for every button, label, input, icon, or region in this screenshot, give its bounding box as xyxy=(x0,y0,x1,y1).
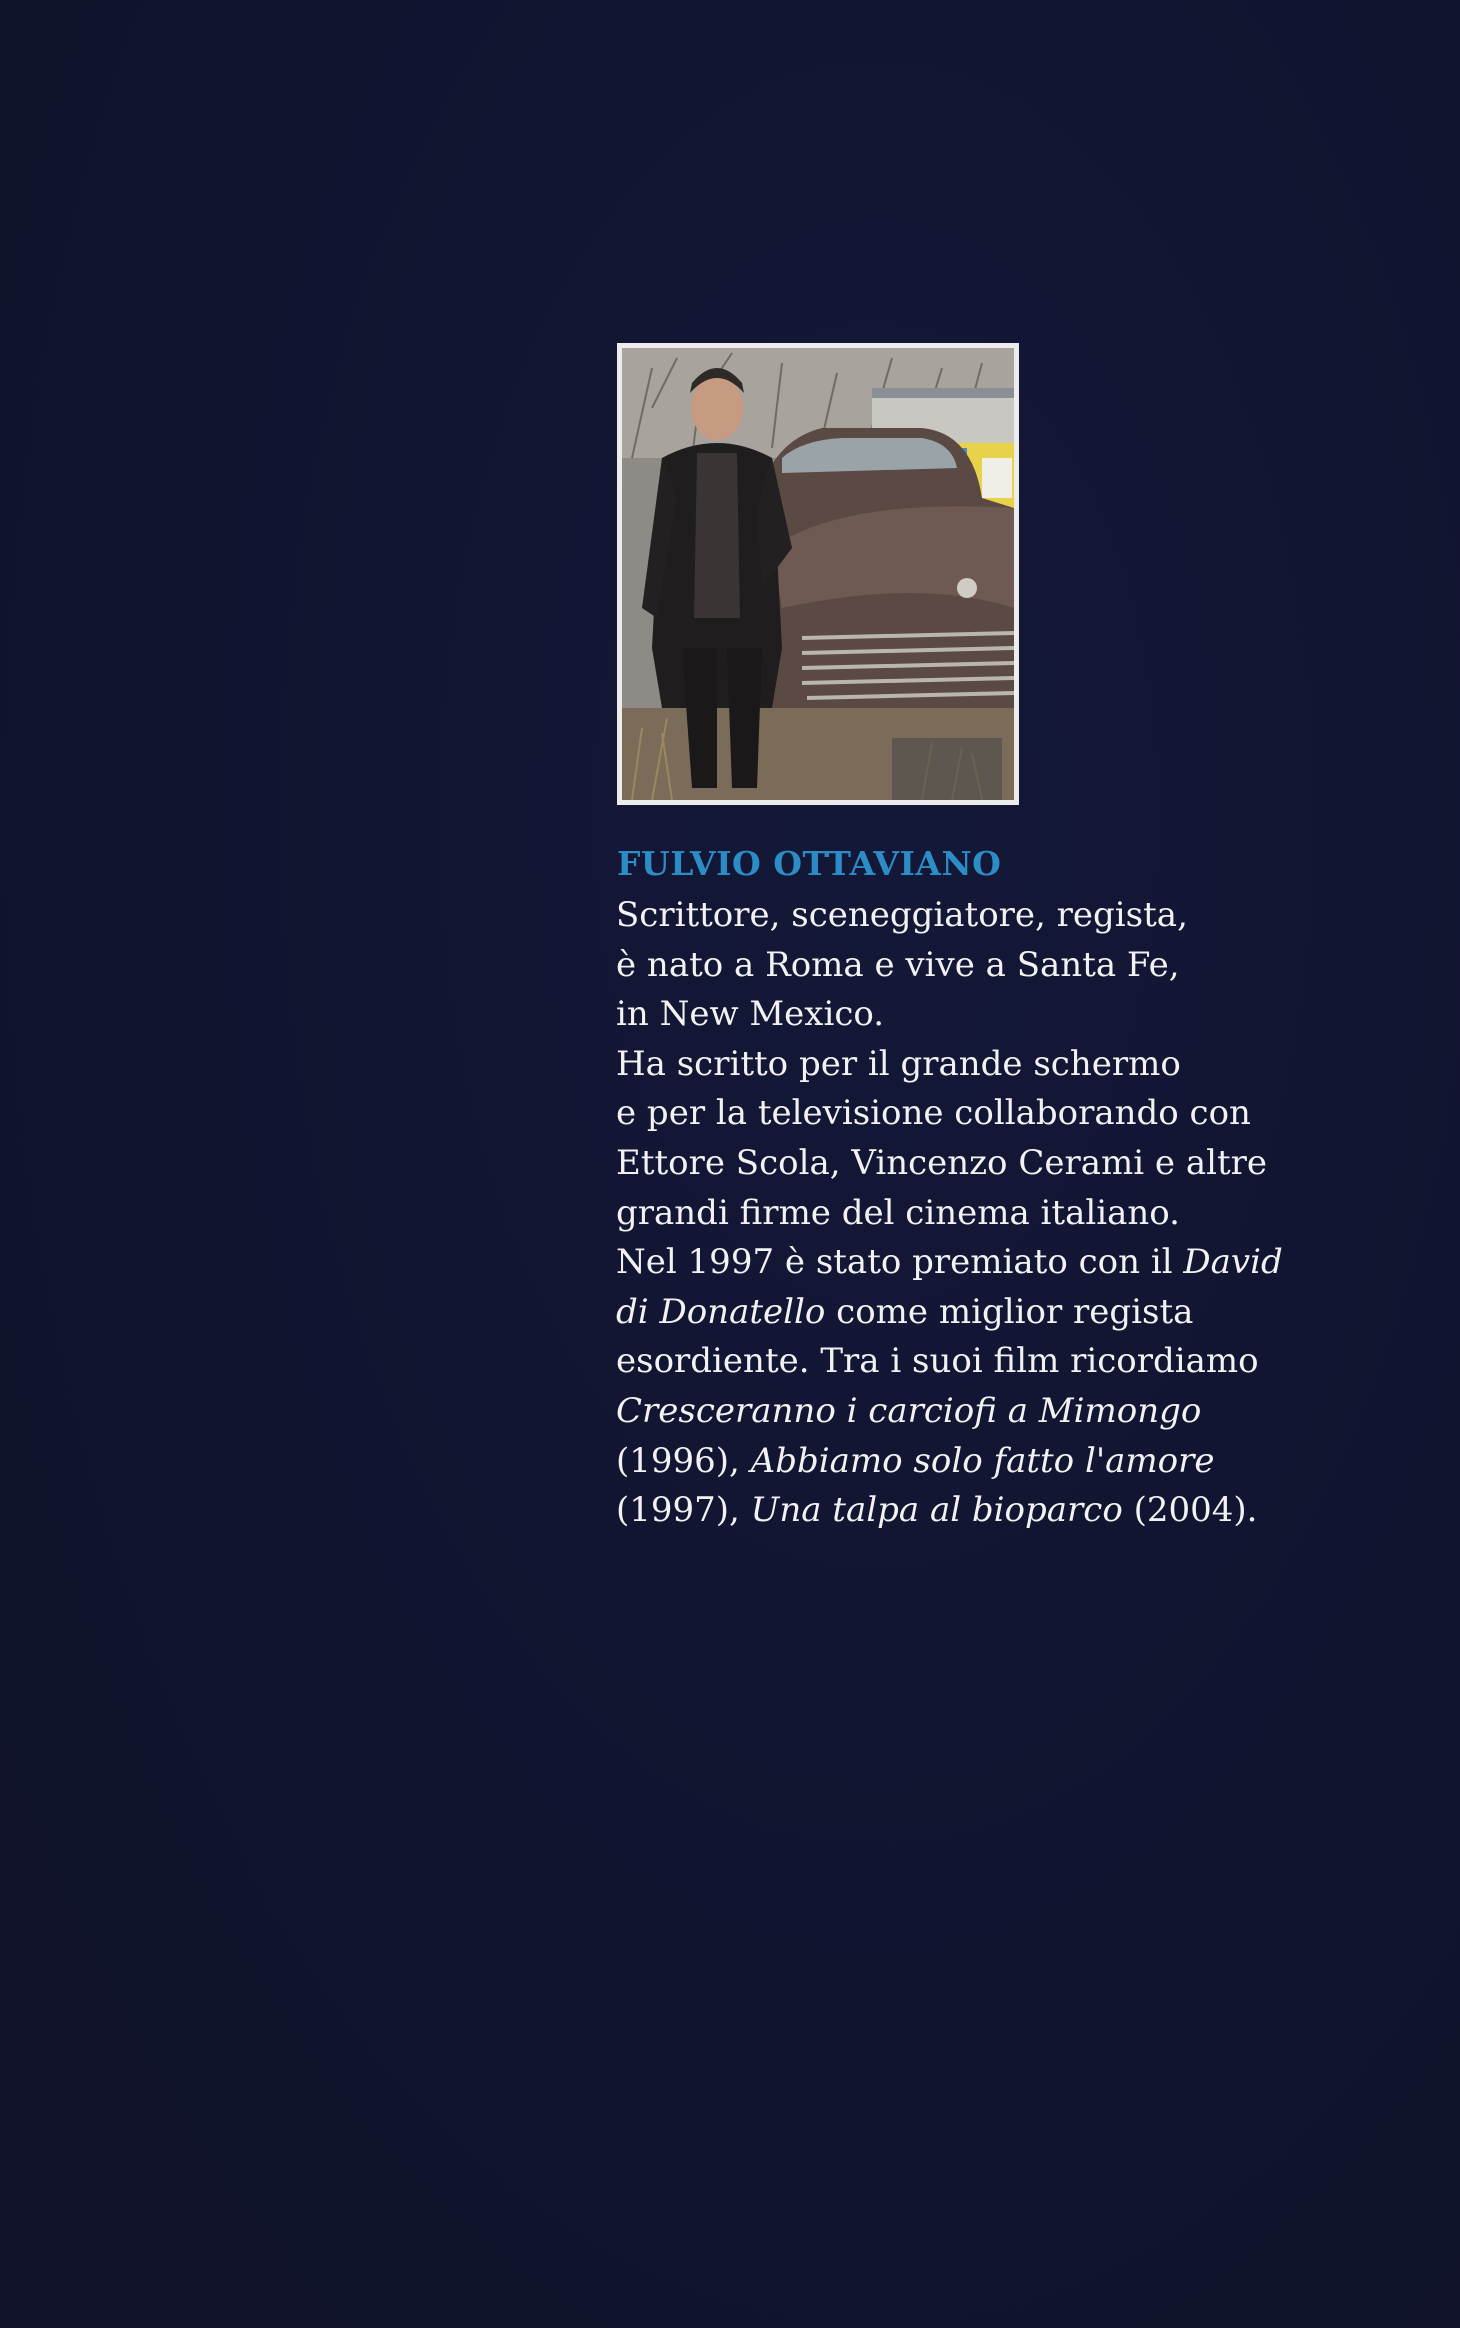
bio-line xyxy=(616,1040,1376,1090)
bio-title-text: di Donatello xyxy=(616,1291,826,1332)
bio-line xyxy=(616,1387,1376,1437)
bio-text: (1997), xyxy=(616,1490,751,1531)
author-biography xyxy=(616,891,1376,1536)
bio-text: come miglior regista xyxy=(825,1291,1194,1332)
bio-line xyxy=(616,1337,1376,1387)
bio-line xyxy=(616,1089,1376,1139)
author-photo-frame xyxy=(617,343,1019,805)
bio-title-text: Cresceranno i carciofi a Mimongo xyxy=(616,1390,1202,1431)
bio-text: è nato a Roma e vive a Santa Fe, xyxy=(616,944,1180,985)
bio-line xyxy=(616,941,1376,991)
bio-text: esordiente. Tra i suoi film ricordiamo xyxy=(616,1341,1259,1382)
bio-line xyxy=(616,1288,1376,1338)
bio-title-text: David xyxy=(1183,1242,1283,1283)
bio-text: Scrittore, sceneggiatore, regista, xyxy=(616,895,1188,935)
bio-line xyxy=(616,891,1376,941)
bio-text: Nel 1997 è stato premiato con il xyxy=(616,1242,1184,1283)
author-photo xyxy=(622,348,1014,800)
bio-line xyxy=(616,1238,1376,1288)
bio-line xyxy=(616,1486,1376,1536)
bio-text: Ha scritto per il grande schermo xyxy=(616,1043,1181,1084)
bio-line xyxy=(616,1139,1376,1189)
bio-line xyxy=(616,1437,1376,1487)
bio-text: Ettore Scola, Vincenzo Cerami e altre xyxy=(616,1142,1268,1183)
bio-text: (2004). xyxy=(1122,1490,1258,1531)
bio-title-text: Abbiamo solo fatto l'amore xyxy=(750,1440,1215,1481)
bio-line xyxy=(616,1189,1376,1239)
bio-title-text: Una talpa al bioparco xyxy=(750,1490,1123,1531)
bio-text: in New Mexico. xyxy=(616,994,885,1035)
bio-text: e per la televisione collaborando con xyxy=(616,1093,1251,1134)
author-name: FULVIO OTTAVIANO xyxy=(617,844,1002,883)
bio-text: (1996), xyxy=(616,1440,751,1481)
bio-line xyxy=(616,990,1376,1040)
bio-text: grandi firme del cinema italiano. xyxy=(616,1192,1180,1233)
